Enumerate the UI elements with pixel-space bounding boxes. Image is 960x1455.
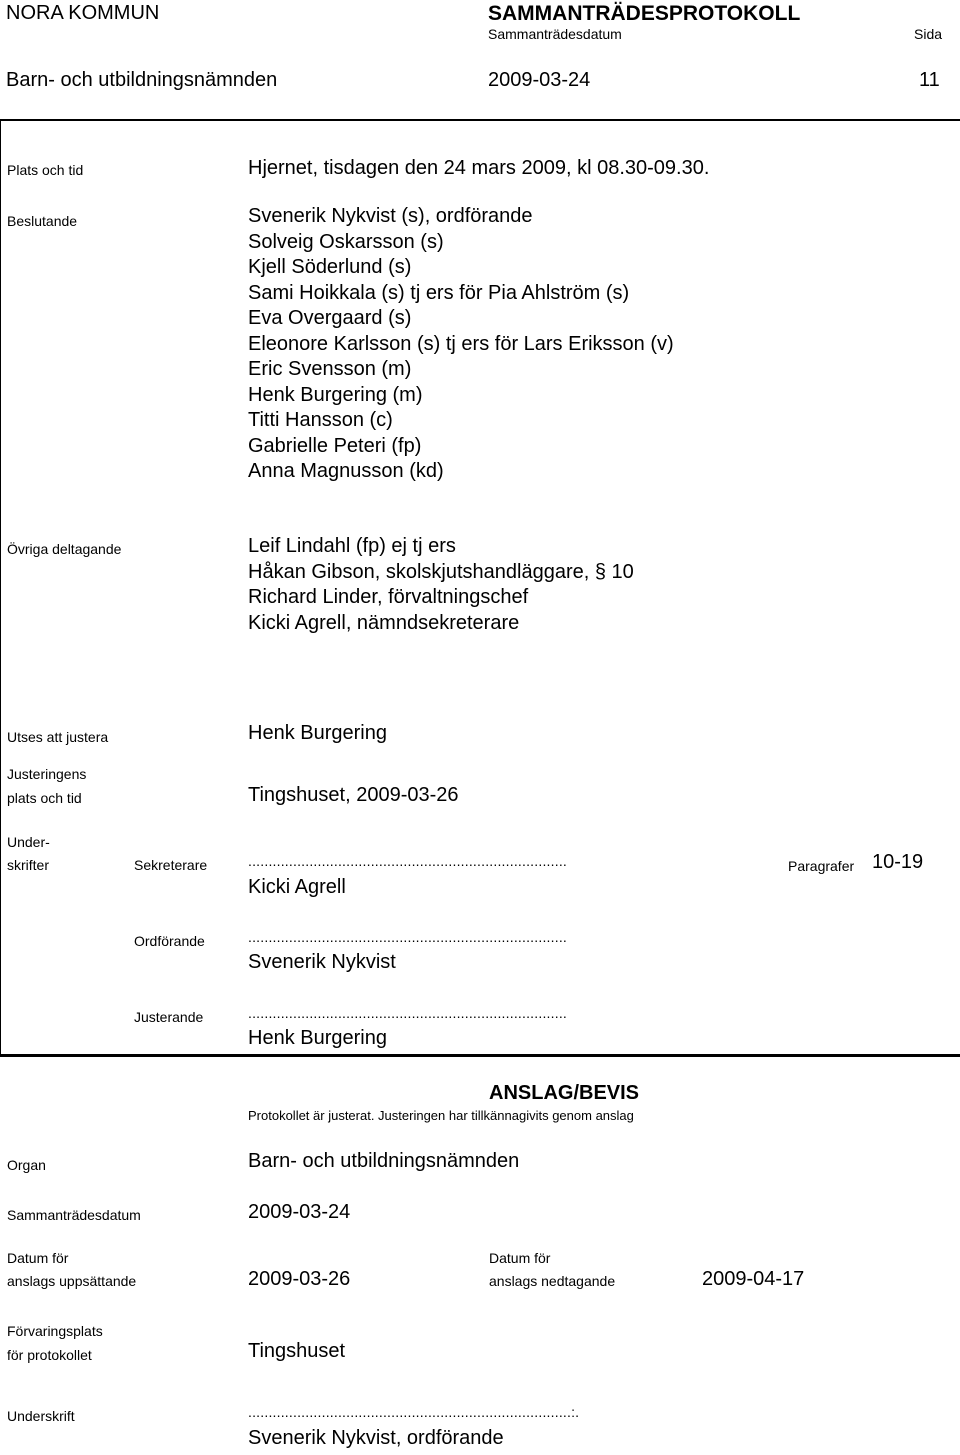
storage-label-1: Förvaringsplats: [7, 1323, 103, 1339]
decision-maker: Solveig Oskarsson (s): [248, 230, 444, 253]
signature-name: Svenerik Nykvist: [248, 951, 396, 973]
other-participant: Leif Lindahl (fp) ej tj ers: [248, 535, 456, 557]
removed-date-label-2: anslags nedtagande: [489, 1273, 616, 1289]
decision-maker: Titti Hansson (c): [248, 409, 393, 431]
signature-line: ..............................................................................: [248, 853, 567, 869]
page-column-label: Sida: [914, 26, 943, 42]
signature-role: Sekreterare: [134, 857, 208, 873]
place-time-label: Plats och tid: [7, 162, 84, 178]
place-time-value: Hjernet, tisdagen den 24 mars 2009, kl 08.30-09.30.: [248, 157, 710, 179]
decision-maker: Gabrielle Peteri (fp): [248, 434, 422, 457]
signature-role: Justerande: [134, 1009, 204, 1025]
other-participant: Kicki Agrell, nämndsekreterare: [248, 611, 520, 634]
meeting-date: 2009-03-24: [488, 69, 591, 91]
signature-line: ..............................................................................: [248, 929, 567, 945]
committee-name: Barn- och utbildningsnämnden: [6, 69, 278, 91]
header-divider: [0, 119, 960, 121]
notice-signature-line: ...............................................................................:.: [248, 1404, 580, 1420]
signature-name: Kicki Agrell: [248, 876, 346, 898]
adjustment-place-value: Tingshuset, 2009-03-26: [248, 784, 459, 806]
adjustment-place-label-2: plats och tid: [7, 790, 82, 806]
signatures-label-1: Under-: [7, 834, 50, 850]
municipality-name: NORA KOMMUN: [6, 2, 160, 24]
other-participant: Håkan Gibson, skolskjutshandläggare, § 10: [248, 560, 634, 583]
decision-maker: Eva Overgaard (s): [248, 307, 412, 329]
removed-date-label-1: Datum för: [489, 1250, 551, 1266]
signature-name: Henk Burgering: [248, 1027, 387, 1049]
notice-subtitle: Protokollet är justerat. Justeringen har tillkännagivits genom anslag: [248, 1108, 634, 1123]
paragraphs-label: Paragrafer: [788, 858, 855, 874]
posted-date-value: 2009-03-26: [248, 1268, 351, 1290]
storage-label-2: för protokollet: [7, 1347, 92, 1363]
section-divider: [0, 1054, 960, 1057]
decision-maker: Eric Svensson (m): [248, 358, 412, 380]
decision-maker: Eleonore Karlsson (s) tj ers för Lars Eriksson (v): [248, 332, 674, 355]
organ-value: Barn- och utbildningsnämnden: [248, 1150, 520, 1172]
posted-date-label-1: Datum för: [7, 1250, 69, 1266]
adjuster-name: Henk Burgering: [248, 722, 387, 744]
page-number: 11: [919, 69, 940, 91]
decision-makers-list: [248, 204, 674, 485]
decision-maker: Henk Burgering (m): [248, 383, 423, 406]
organ-label: Organ: [7, 1157, 46, 1173]
paragraphs-value: 10-19: [872, 851, 924, 873]
removed-date-value: 2009-04-17: [702, 1268, 805, 1290]
notice-signature-name: Svenerik Nykvist, ordförande: [248, 1427, 504, 1449]
posted-date-label-2: anslags uppsättande: [7, 1273, 137, 1289]
other-participant: Richard Linder, förvaltningschef: [248, 586, 529, 608]
other-participants-list: [248, 534, 634, 636]
document-title: SAMMANTRÄDESPROTOKOLL: [488, 2, 801, 25]
decision-maker: Sami Hoikkala (s) tj ers för Pia Ahlström (s): [248, 281, 630, 304]
decision-maker: Anna Magnusson (kd): [248, 460, 444, 482]
adjuster-label: Utses att justera: [7, 729, 109, 745]
adjustment-place-label-1: Justeringens: [7, 766, 87, 782]
notice-date-value: 2009-03-24: [248, 1201, 351, 1223]
storage-value: Tingshuset: [248, 1340, 346, 1362]
notice-title: ANSLAG/BEVIS: [489, 1082, 640, 1104]
section-left-border: [0, 119, 1, 1057]
other-participants-label: Övriga deltagande: [7, 541, 122, 557]
decision-maker: Kjell Söderlund (s): [248, 256, 412, 278]
signature-role: Ordförande: [134, 933, 205, 949]
date-column-label: Sammanträdesdatum: [488, 26, 622, 42]
decision-makers-label: Beslutande: [7, 213, 78, 229]
signature-line: ..............................................................................: [248, 1005, 567, 1021]
decision-maker: Svenerik Nykvist (s), ordförande: [248, 205, 533, 227]
notice-date-label: Sammanträdesdatum: [7, 1207, 141, 1223]
signature-label: Underskrift: [7, 1408, 75, 1424]
signatures-label-2: skrifter: [7, 857, 49, 873]
